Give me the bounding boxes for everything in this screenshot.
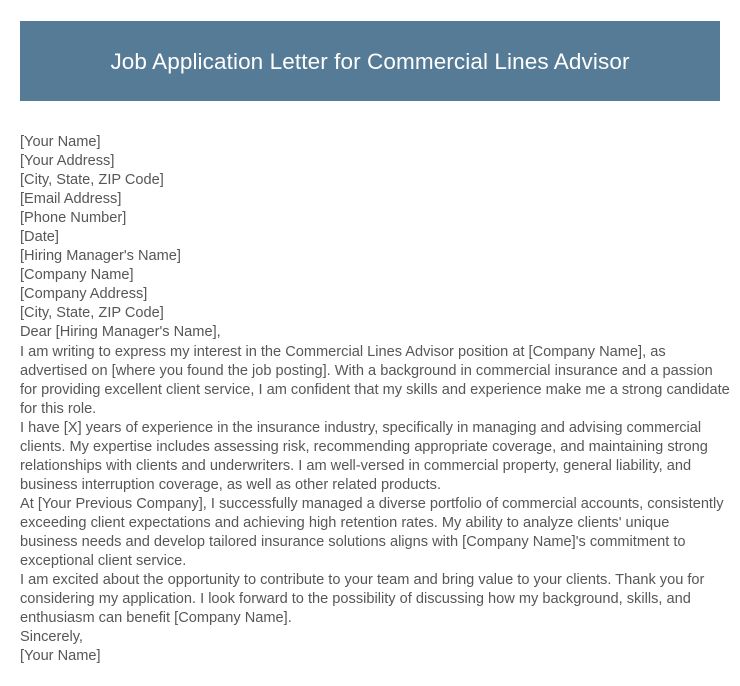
sender-name-line: [Your Name] xyxy=(20,134,101,150)
body-paragraph-2: I have [X] years of experience in the insurance industry, specifically in managing and advising commercial clients. My expertise includes assessing risk, recommending appropriate coverage, and maintaining strong relationships with clients and underwriters. I am well-versed in commercial property, general liability, and business interruption coverage, as well as other related products. xyxy=(20,419,708,493)
body-paragraph-4: I am excited about the opportunity to contribute to your team and bring value to your clients. Thank you for considering my application. I look forward to the possibility of discussing how my background, skills, and enthusiasm can benefit [Company Name]. xyxy=(20,572,705,627)
letter-header-banner xyxy=(20,21,720,101)
recipient-city-state-zip-line: [City, State, ZIP Code] xyxy=(20,305,164,322)
recipient-manager-name-line: [Hiring Manager's Name] xyxy=(20,248,181,265)
letter-body xyxy=(20,133,730,666)
date-line: [Date] xyxy=(20,229,59,246)
sender-email-line: [Email Address] xyxy=(20,191,122,208)
page-title: Job Application Letter for Commercial Lines Advisor xyxy=(110,48,630,74)
salutation-line: Dear [Hiring Manager's Name], xyxy=(20,324,221,341)
sender-phone-line: [Phone Number] xyxy=(20,210,127,227)
signature-name-line: [Your Name] xyxy=(20,648,101,665)
valediction-line: Sincerely, xyxy=(20,629,83,646)
sender-address-line: [Your Address] xyxy=(20,153,115,170)
recipient-company-name-line: [Company Name] xyxy=(20,267,134,284)
body-paragraph-3: At [Your Previous Company], I successfully managed a diverse portfolio of commercial accounts, consistently exceeding client expectations and achieving high retention rates. My ability to analyze clients' unique business needs and develop tailored insurance solutions aligns with [Company Name]'s commitment to exceptional client service. xyxy=(20,495,724,570)
recipient-company-address-line: [Company Address] xyxy=(20,286,148,303)
sender-city-state-zip-line: [City, State, ZIP Code] xyxy=(20,172,164,189)
body-paragraph-1: I am writing to express my interest in the Commercial Lines Advisor position at [Company Name], as advertised on [where you found the job posting]. With a background in commercial insurance and a passion for providing excellent client service, I am confident that my skills and experience make me a strong candidate for this role. xyxy=(20,343,730,417)
